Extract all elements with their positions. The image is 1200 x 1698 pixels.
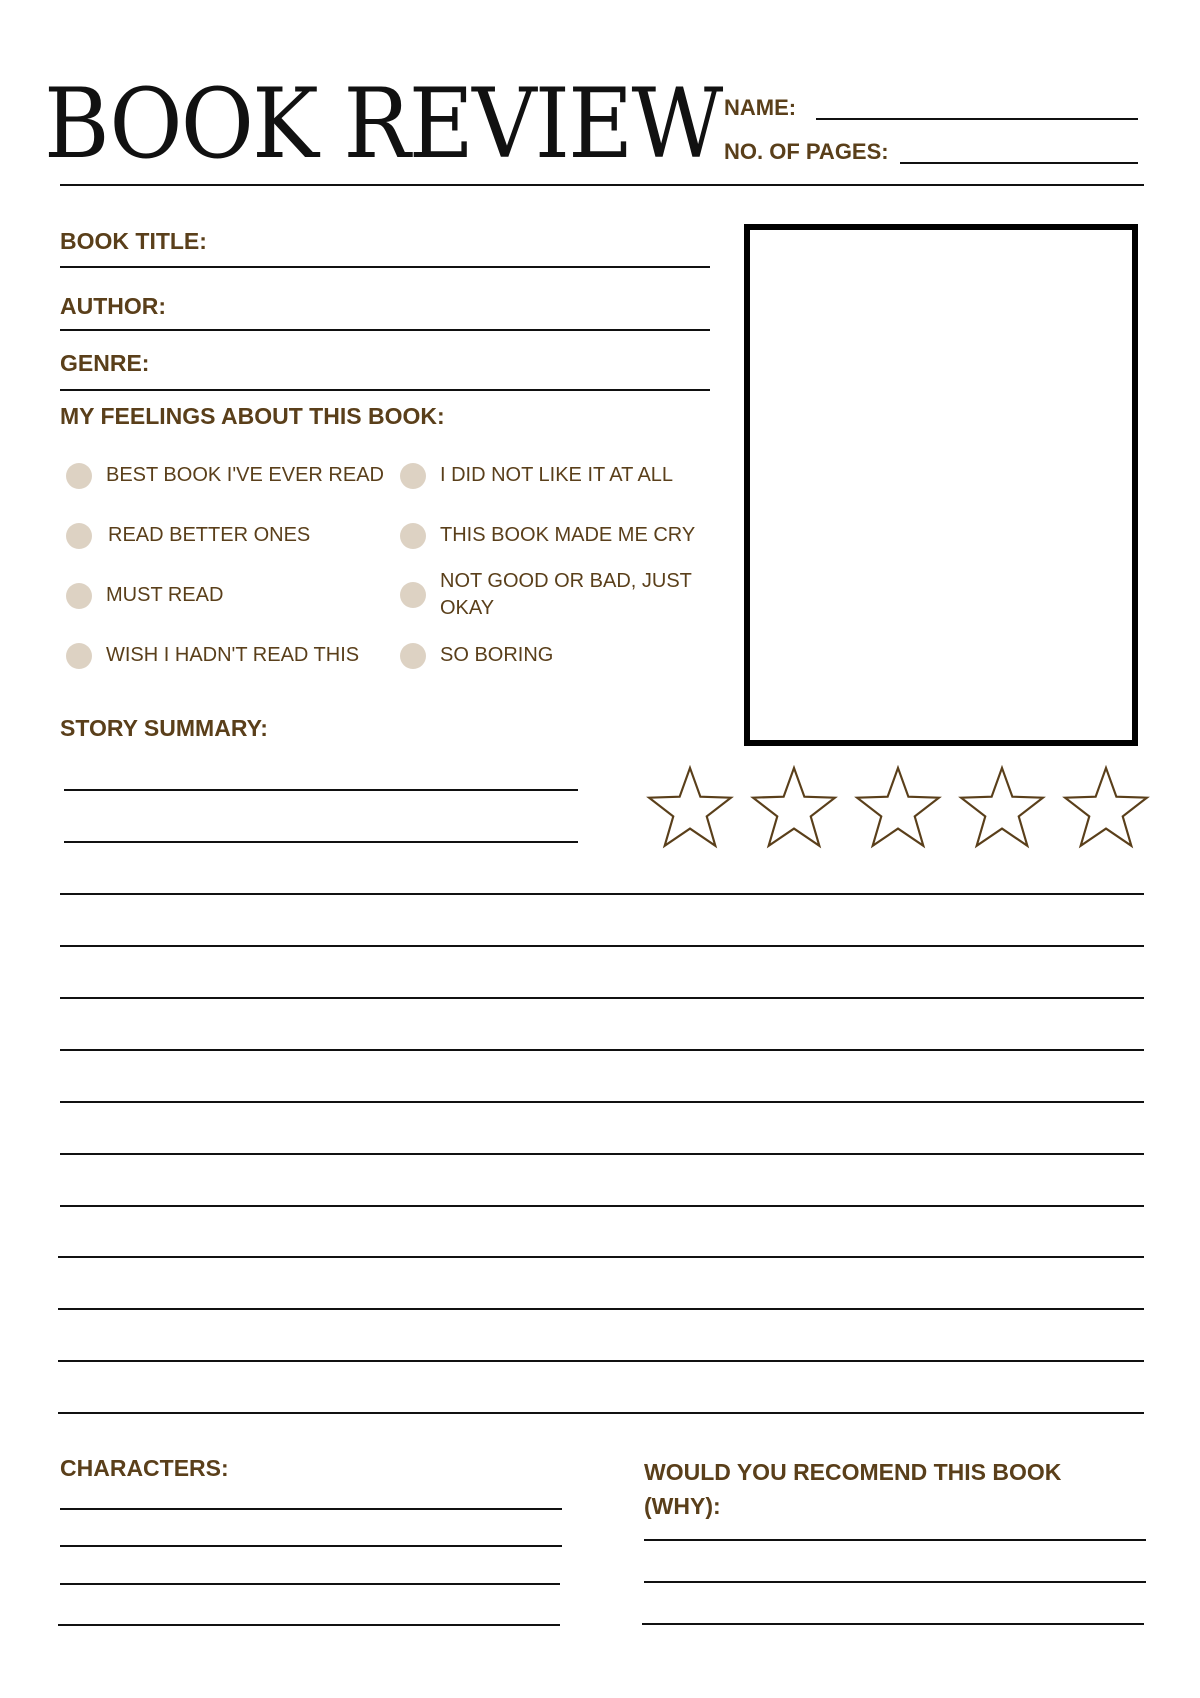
- feelings-label: MY FEELINGS ABOUT THIS BOOK:: [60, 403, 445, 429]
- genre-label: GENRE:: [60, 350, 150, 376]
- summary-line[interactable]: [64, 841, 578, 843]
- summary-line[interactable]: [58, 1360, 1144, 1362]
- feeling-option[interactable]: [400, 642, 553, 669]
- summary-line[interactable]: [60, 1049, 1144, 1051]
- story-summary-label: STORY SUMMARY:: [60, 715, 268, 741]
- name-label: NAME:: [724, 95, 797, 120]
- feeling-option-label: THIS BOOK MADE ME CRY: [440, 524, 696, 546]
- radio-dot-icon[interactable]: [400, 463, 426, 489]
- feeling-option[interactable]: [66, 522, 310, 549]
- summary-line[interactable]: [58, 1412, 1144, 1414]
- summary-line[interactable]: [64, 789, 578, 791]
- book-title-label: BOOK TITLE:: [60, 228, 207, 254]
- name-field[interactable]: [816, 118, 1138, 120]
- summary-line[interactable]: [60, 945, 1144, 947]
- feeling-option-label: MUST READ: [106, 584, 224, 606]
- summary-line[interactable]: [58, 1256, 1144, 1258]
- radio-dot-icon[interactable]: [66, 643, 92, 669]
- pages-field[interactable]: [900, 162, 1138, 164]
- characters-label: CHARACTERS:: [60, 1455, 229, 1481]
- feeling-option[interactable]: [66, 642, 359, 669]
- summary-line[interactable]: [60, 1153, 1144, 1155]
- star-icon[interactable]: [1060, 765, 1152, 855]
- characters-line[interactable]: [60, 1545, 562, 1547]
- radio-dot-icon[interactable]: [400, 582, 426, 608]
- radio-dot-icon[interactable]: [400, 523, 426, 549]
- book-cover-box[interactable]: [744, 224, 1138, 746]
- feeling-option-label: NOT GOOD OR BAD, JUST OKAY: [440, 570, 692, 619]
- feeling-option-label: SO BORING: [440, 644, 554, 666]
- feeling-option[interactable]: [400, 522, 695, 549]
- recommend-line[interactable]: [642, 1623, 1144, 1625]
- recommend-label-line: (WHY):: [644, 1493, 721, 1519]
- recommend-line[interactable]: [644, 1581, 1146, 1583]
- characters-line[interactable]: [60, 1583, 560, 1585]
- star-icon[interactable]: [956, 765, 1048, 855]
- radio-dot-icon[interactable]: [66, 463, 92, 489]
- genre-field[interactable]: [60, 389, 710, 391]
- header-divider: [60, 184, 1144, 186]
- feeling-option[interactable]: [66, 582, 223, 609]
- pages-label: NO. OF PAGES:: [724, 139, 889, 164]
- recommend-line[interactable]: [644, 1539, 1146, 1541]
- summary-line[interactable]: [58, 1308, 1144, 1310]
- radio-dot-icon[interactable]: [400, 643, 426, 669]
- summary-line[interactable]: [60, 1101, 1144, 1103]
- recommend-label: [644, 1455, 1061, 1523]
- feeling-option[interactable]: [66, 462, 384, 489]
- star-icon[interactable]: [852, 765, 944, 855]
- feeling-option[interactable]: [400, 568, 700, 622]
- feeling-option-label: I DID NOT LIKE IT AT ALL: [440, 464, 674, 486]
- star-icon[interactable]: [748, 765, 840, 855]
- summary-line[interactable]: [60, 997, 1144, 999]
- author-label: AUTHOR:: [60, 293, 167, 319]
- book-title-field[interactable]: [60, 266, 710, 268]
- author-field[interactable]: [60, 329, 710, 331]
- feeling-option-label: BEST BOOK I'VE EVER READ: [106, 464, 384, 486]
- feeling-option-label: WISH I HADN'T READ THIS: [106, 644, 360, 666]
- recommend-label-line: WOULD YOU RECOMEND THIS BOOK: [644, 1459, 1062, 1485]
- characters-line[interactable]: [58, 1624, 560, 1626]
- radio-dot-icon[interactable]: [66, 583, 92, 609]
- page-title: BOOK REVIEW: [44, 68, 722, 180]
- radio-dot-icon[interactable]: [66, 523, 92, 549]
- star-icon[interactable]: [644, 765, 736, 855]
- summary-line[interactable]: [60, 893, 1144, 895]
- feeling-option[interactable]: [400, 462, 673, 489]
- characters-line[interactable]: [60, 1508, 562, 1510]
- summary-line[interactable]: [60, 1205, 1144, 1207]
- feeling-option-label: READ BETTER ONES: [108, 524, 311, 546]
